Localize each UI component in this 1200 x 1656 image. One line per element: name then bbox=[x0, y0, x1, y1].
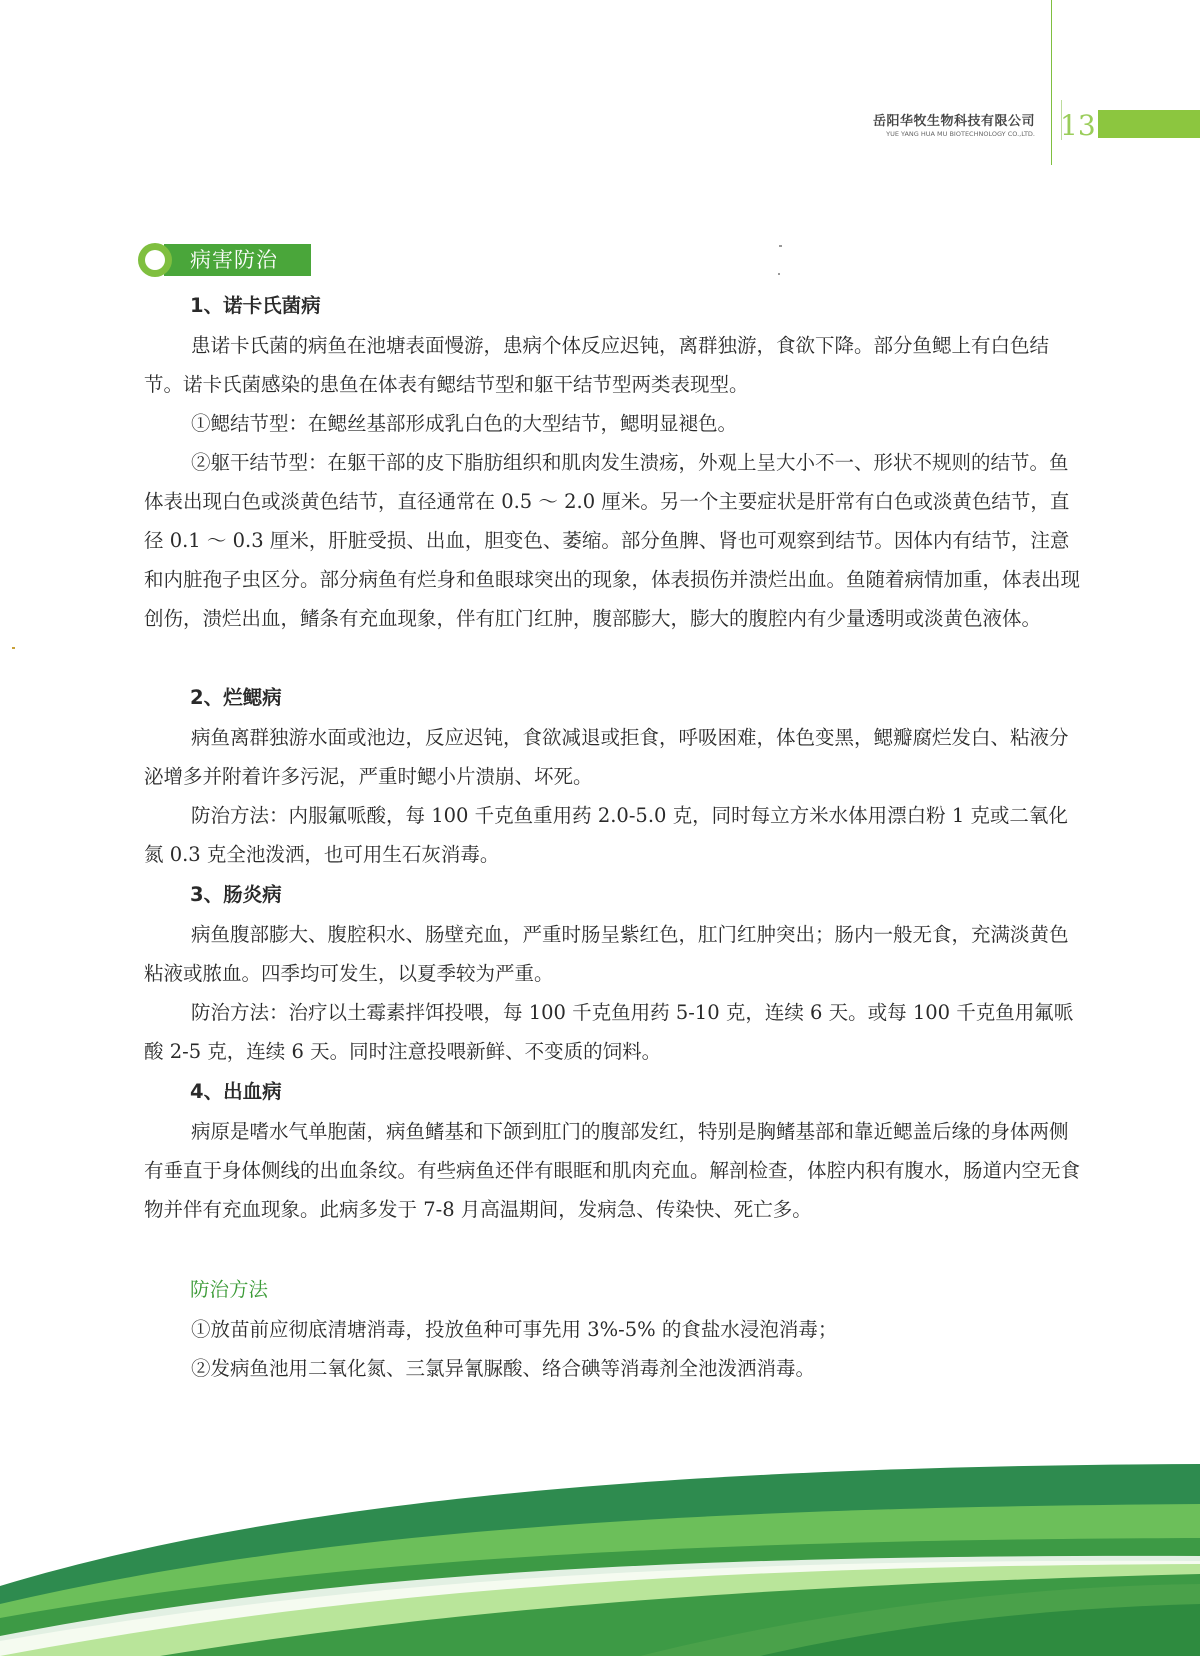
scan-mark bbox=[12, 647, 15, 649]
disease-heading: 1、诺卡氏菌病 bbox=[190, 294, 321, 317]
footer-wave-decoration bbox=[0, 1436, 1200, 1656]
paragraph: 病原是嗜水气单胞菌，病鱼鳍基和下颌到肛门的腹部发红，特别是胸鳍基部和靠近鳃盖后缘的身体两侧有垂直于身体侧线的出血条纹。有些病鱼还伴有眼眶和肌肉充血。解剖检查，体腔内积有腹水，肠道内空无食物并伴有充血现象。此病多发于 7-8 月高温期间，发病急、传染快、死亡多。 bbox=[144, 1120, 1081, 1221]
paragraph: 病鱼离群独游水面或池边，反应迟钝，食欲减退或拒食，呼吸困难，体色变黑，鳃瓣腐烂发白、粘液分泌增多并附着许多污泥，严重时鳃小片溃崩、坏死。 bbox=[144, 726, 1069, 788]
circle-bullet-icon bbox=[138, 243, 172, 277]
prevention-list bbox=[144, 1310, 1084, 1388]
header-accent-bar bbox=[1098, 110, 1200, 138]
company-name-cn: 岳阳华牧生物科技有限公司 bbox=[872, 114, 1035, 129]
section-title: 病害防治 bbox=[190, 248, 278, 272]
company-name-en: YUE YANG HUA MU BIOTECHNOLOGY CO.,LTD. bbox=[886, 130, 1035, 138]
scan-mark bbox=[778, 273, 780, 275]
disease-body bbox=[144, 718, 1084, 874]
disease-body bbox=[144, 1112, 1084, 1229]
disease-heading: 4、出血病 bbox=[190, 1080, 282, 1103]
prevention-heading: 防治方法 bbox=[190, 1278, 269, 1301]
header-divider-line bbox=[1051, 0, 1052, 165]
paragraph: 防治方法：内服氟哌酸，每 100 千克鱼重用药 2.0-5.0 克，同时每立方米水体用漂白粉 1 克或二氧化氮 0.3 克全池泼洒，也可用生石灰消毒。 bbox=[144, 804, 1068, 866]
paragraph: 防治方法：治疗以土霉素拌饵投喂，每 100 千克鱼用药 5-10 克，连续 6 天。或每 100 千克鱼用氟哌酸 2-5 克，连续 6 天。同时注意投喂新鲜、不变质的饲料。 bbox=[144, 1001, 1074, 1063]
section-title-badge bbox=[138, 242, 311, 278]
paragraph: 患诺卡氏菌的病鱼在池塘表面慢游，患病个体反应迟钝，离群独游，食欲下降。部分鱼鳃上有白色结节。诺卡氏菌感染的患鱼在体表有鳃结节型和躯干结节型两类表现型。 bbox=[144, 334, 1050, 396]
page-number: 13 bbox=[1060, 109, 1096, 142]
paragraph: ①鳃结节型：在鳃丝基部形成乳白色的大型结节，鳃明显褪色。 bbox=[191, 412, 738, 435]
paragraph: 病鱼腹部膨大、腹腔积水、肠壁充血，严重时肠呈紫红色，肛门红肿突出；肠内一般无食，充满淡黄色粘液或脓血。四季均可发生，以夏季较为严重。 bbox=[144, 923, 1069, 985]
paragraph: ②躯干结节型：在躯干部的皮下脂肪组织和肌肉发生溃疡，外观上呈大小不一、形状不规则的结节。鱼体表出现白色或淡黄色结节，直径通常在 0.5 ～ 2.0 厘米。另一个主要症状是肝常有白色或淡黄色结节，直径 0.1 ～ 0.3 厘米，肝脏受损、出血，胆变色、萎缩。部分鱼脾、肾也可观察到结节。因体内有结节，注意和内脏孢子虫区分。部分病鱼有烂身和鱼眼球突出的现象，体表损伤并溃烂出血。鱼随着病情加重，体表出现创伤，溃烂出血，鳍条有充血现象，伴有肛门红肿，腹部膨大，膨大的腹腔内有少量透明或淡黄色液体。 bbox=[144, 451, 1081, 630]
disease-heading: 2、烂鳃病 bbox=[190, 686, 282, 709]
scan-mark bbox=[779, 245, 782, 247]
disease-body bbox=[144, 326, 1084, 638]
prevention-item: ②发病鱼池用二氧化氮、三氯异氰脲酸、络合碘等消毒剂全池泼洒消毒。 bbox=[191, 1357, 816, 1380]
disease-body bbox=[144, 915, 1084, 1071]
disease-heading: 3、肠炎病 bbox=[190, 883, 282, 906]
company-name bbox=[873, 114, 1035, 139]
prevention-item: ①放苗前应彻底清塘消毒，投放鱼种可事先用 3%-5% 的食盐水浸泡消毒； bbox=[191, 1318, 838, 1341]
